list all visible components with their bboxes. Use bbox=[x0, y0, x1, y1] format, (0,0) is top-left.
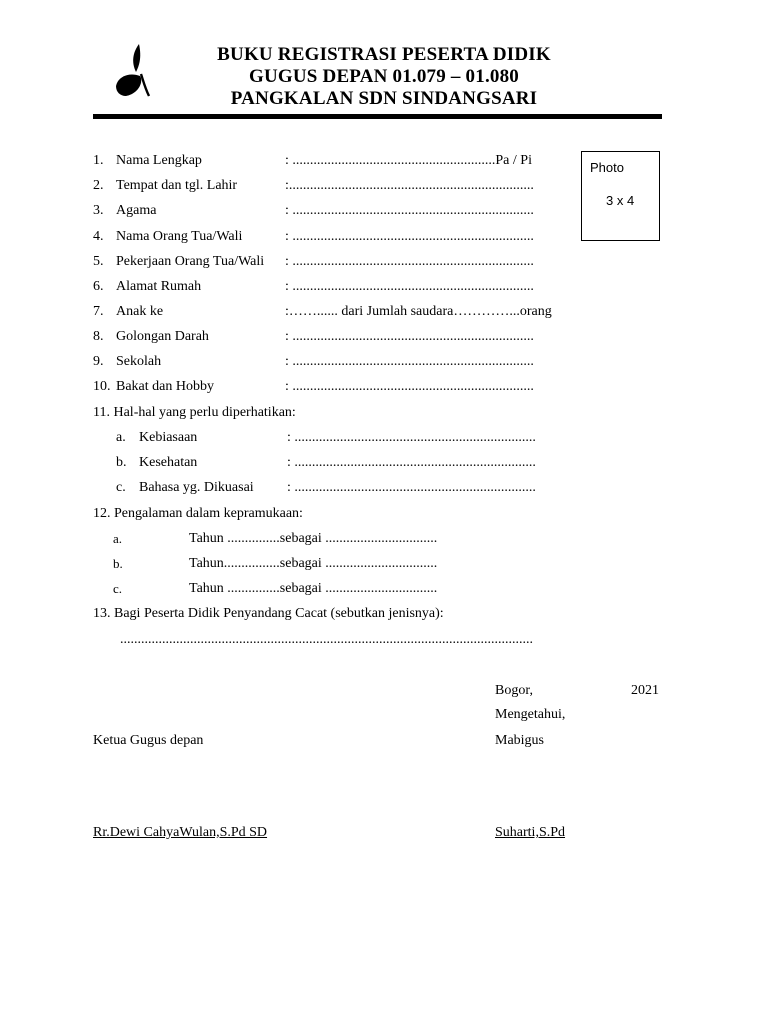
field-label: Bakat dan Hobby bbox=[116, 379, 214, 394]
left-signer-title: Ketua Gugus depan bbox=[93, 733, 204, 748]
field-number: 1. bbox=[93, 153, 104, 168]
title-line-1: BUKU REGISTRASI PESERTA DIDIK bbox=[217, 44, 551, 65]
sub-letter: c. bbox=[113, 581, 123, 596]
field-label: Sekolah bbox=[116, 354, 162, 369]
photo-box bbox=[581, 151, 660, 241]
item-13-heading: 13. Bagi Peserta Didik Penyandang Cacat (sebutkan jenisnya): bbox=[93, 606, 444, 621]
field-label: Nama Lengkap bbox=[116, 153, 202, 168]
field-number: 2. bbox=[93, 178, 104, 193]
year-label: 2021 bbox=[631, 683, 659, 698]
acknowledged-label: Mengetahui, bbox=[495, 707, 566, 722]
sub-letter: a. bbox=[113, 531, 123, 546]
field-number: 8. bbox=[93, 329, 104, 344]
field-number: 6. bbox=[93, 279, 104, 294]
field-label: Tempat dan tgl. Lahir bbox=[116, 178, 238, 193]
field-label: Nama Orang Tua/Wali bbox=[116, 229, 243, 244]
field-value: :...................................................................... bbox=[285, 178, 534, 193]
field-value: : ..................................................................... bbox=[285, 279, 534, 294]
field-value: : ..................................................................... bbox=[285, 329, 534, 344]
item-12-heading: 12. Pengalaman dalam kepramukaan: bbox=[93, 506, 303, 521]
field-label: Pekerjaan Orang Tua/Wali bbox=[116, 254, 265, 269]
sub-letter: b. bbox=[113, 556, 123, 571]
experience-text: Tahun................sebagai ................................ bbox=[189, 556, 438, 571]
field-label: Agama bbox=[116, 203, 157, 218]
header-divider bbox=[93, 114, 662, 119]
field-value: : ..................................................................... bbox=[285, 254, 534, 269]
sub-label: Kebiasaan bbox=[139, 430, 198, 445]
title-line-2: GUGUS DEPAN 01.079 – 01.080 bbox=[249, 66, 519, 87]
sub-value: : ..................................................................... bbox=[287, 430, 536, 445]
field-value: : ..................................................................... bbox=[285, 379, 534, 394]
item-11-heading: 11. Hal-hal yang perlu diperhatikan: bbox=[93, 405, 296, 420]
sub-value: : ..................................................................... bbox=[287, 480, 536, 495]
field-value: : ..........................................................Pa / Pi bbox=[285, 153, 532, 168]
place-label: Bogor, bbox=[495, 683, 533, 698]
experience-text: Tahun ...............sebagai ................................ bbox=[189, 531, 438, 546]
field-number: 7. bbox=[93, 304, 104, 319]
photo-label: Photo bbox=[590, 160, 624, 175]
sub-letter: c. bbox=[116, 480, 126, 495]
item-13-line: ...................................................................................................................... bbox=[120, 632, 533, 647]
right-signer-name: Suharti,S.Pd bbox=[495, 825, 566, 840]
field-value: : ..................................................................... bbox=[285, 354, 534, 369]
experience-text: Tahun ...............sebagai ................................ bbox=[189, 581, 438, 596]
left-signer-name: Rr.Dewi CahyaWulan,S.Pd SD bbox=[93, 825, 268, 840]
field-number: 9. bbox=[93, 354, 104, 369]
field-number: 4. bbox=[93, 229, 104, 244]
sub-letter: b. bbox=[116, 455, 127, 470]
sub-label: Bahasa yg. Dikuasai bbox=[139, 480, 254, 495]
field-number: 10. bbox=[93, 379, 111, 394]
field-number: 3. bbox=[93, 203, 104, 218]
sub-letter: a. bbox=[116, 430, 126, 445]
right-signer-title: Mabigus bbox=[495, 733, 544, 748]
sub-value: : ..................................................................... bbox=[287, 455, 536, 470]
field-value: : ..................................................................... bbox=[285, 203, 534, 218]
field-value: : ..................................................................... bbox=[285, 229, 534, 244]
title-line-3: PANGKALAN SDN SINDANGSARI bbox=[230, 88, 538, 109]
field-label: Anak ke bbox=[116, 304, 164, 319]
field-label: Alamat Rumah bbox=[116, 279, 202, 294]
field-number: 5. bbox=[93, 254, 104, 269]
photo-size: 3 x 4 bbox=[606, 193, 635, 208]
field-label: Golongan Darah bbox=[116, 329, 209, 344]
sub-label: Kesehatan bbox=[139, 455, 198, 470]
field-value: :……...... dari Jumlah saudara…………...orang bbox=[285, 304, 552, 319]
